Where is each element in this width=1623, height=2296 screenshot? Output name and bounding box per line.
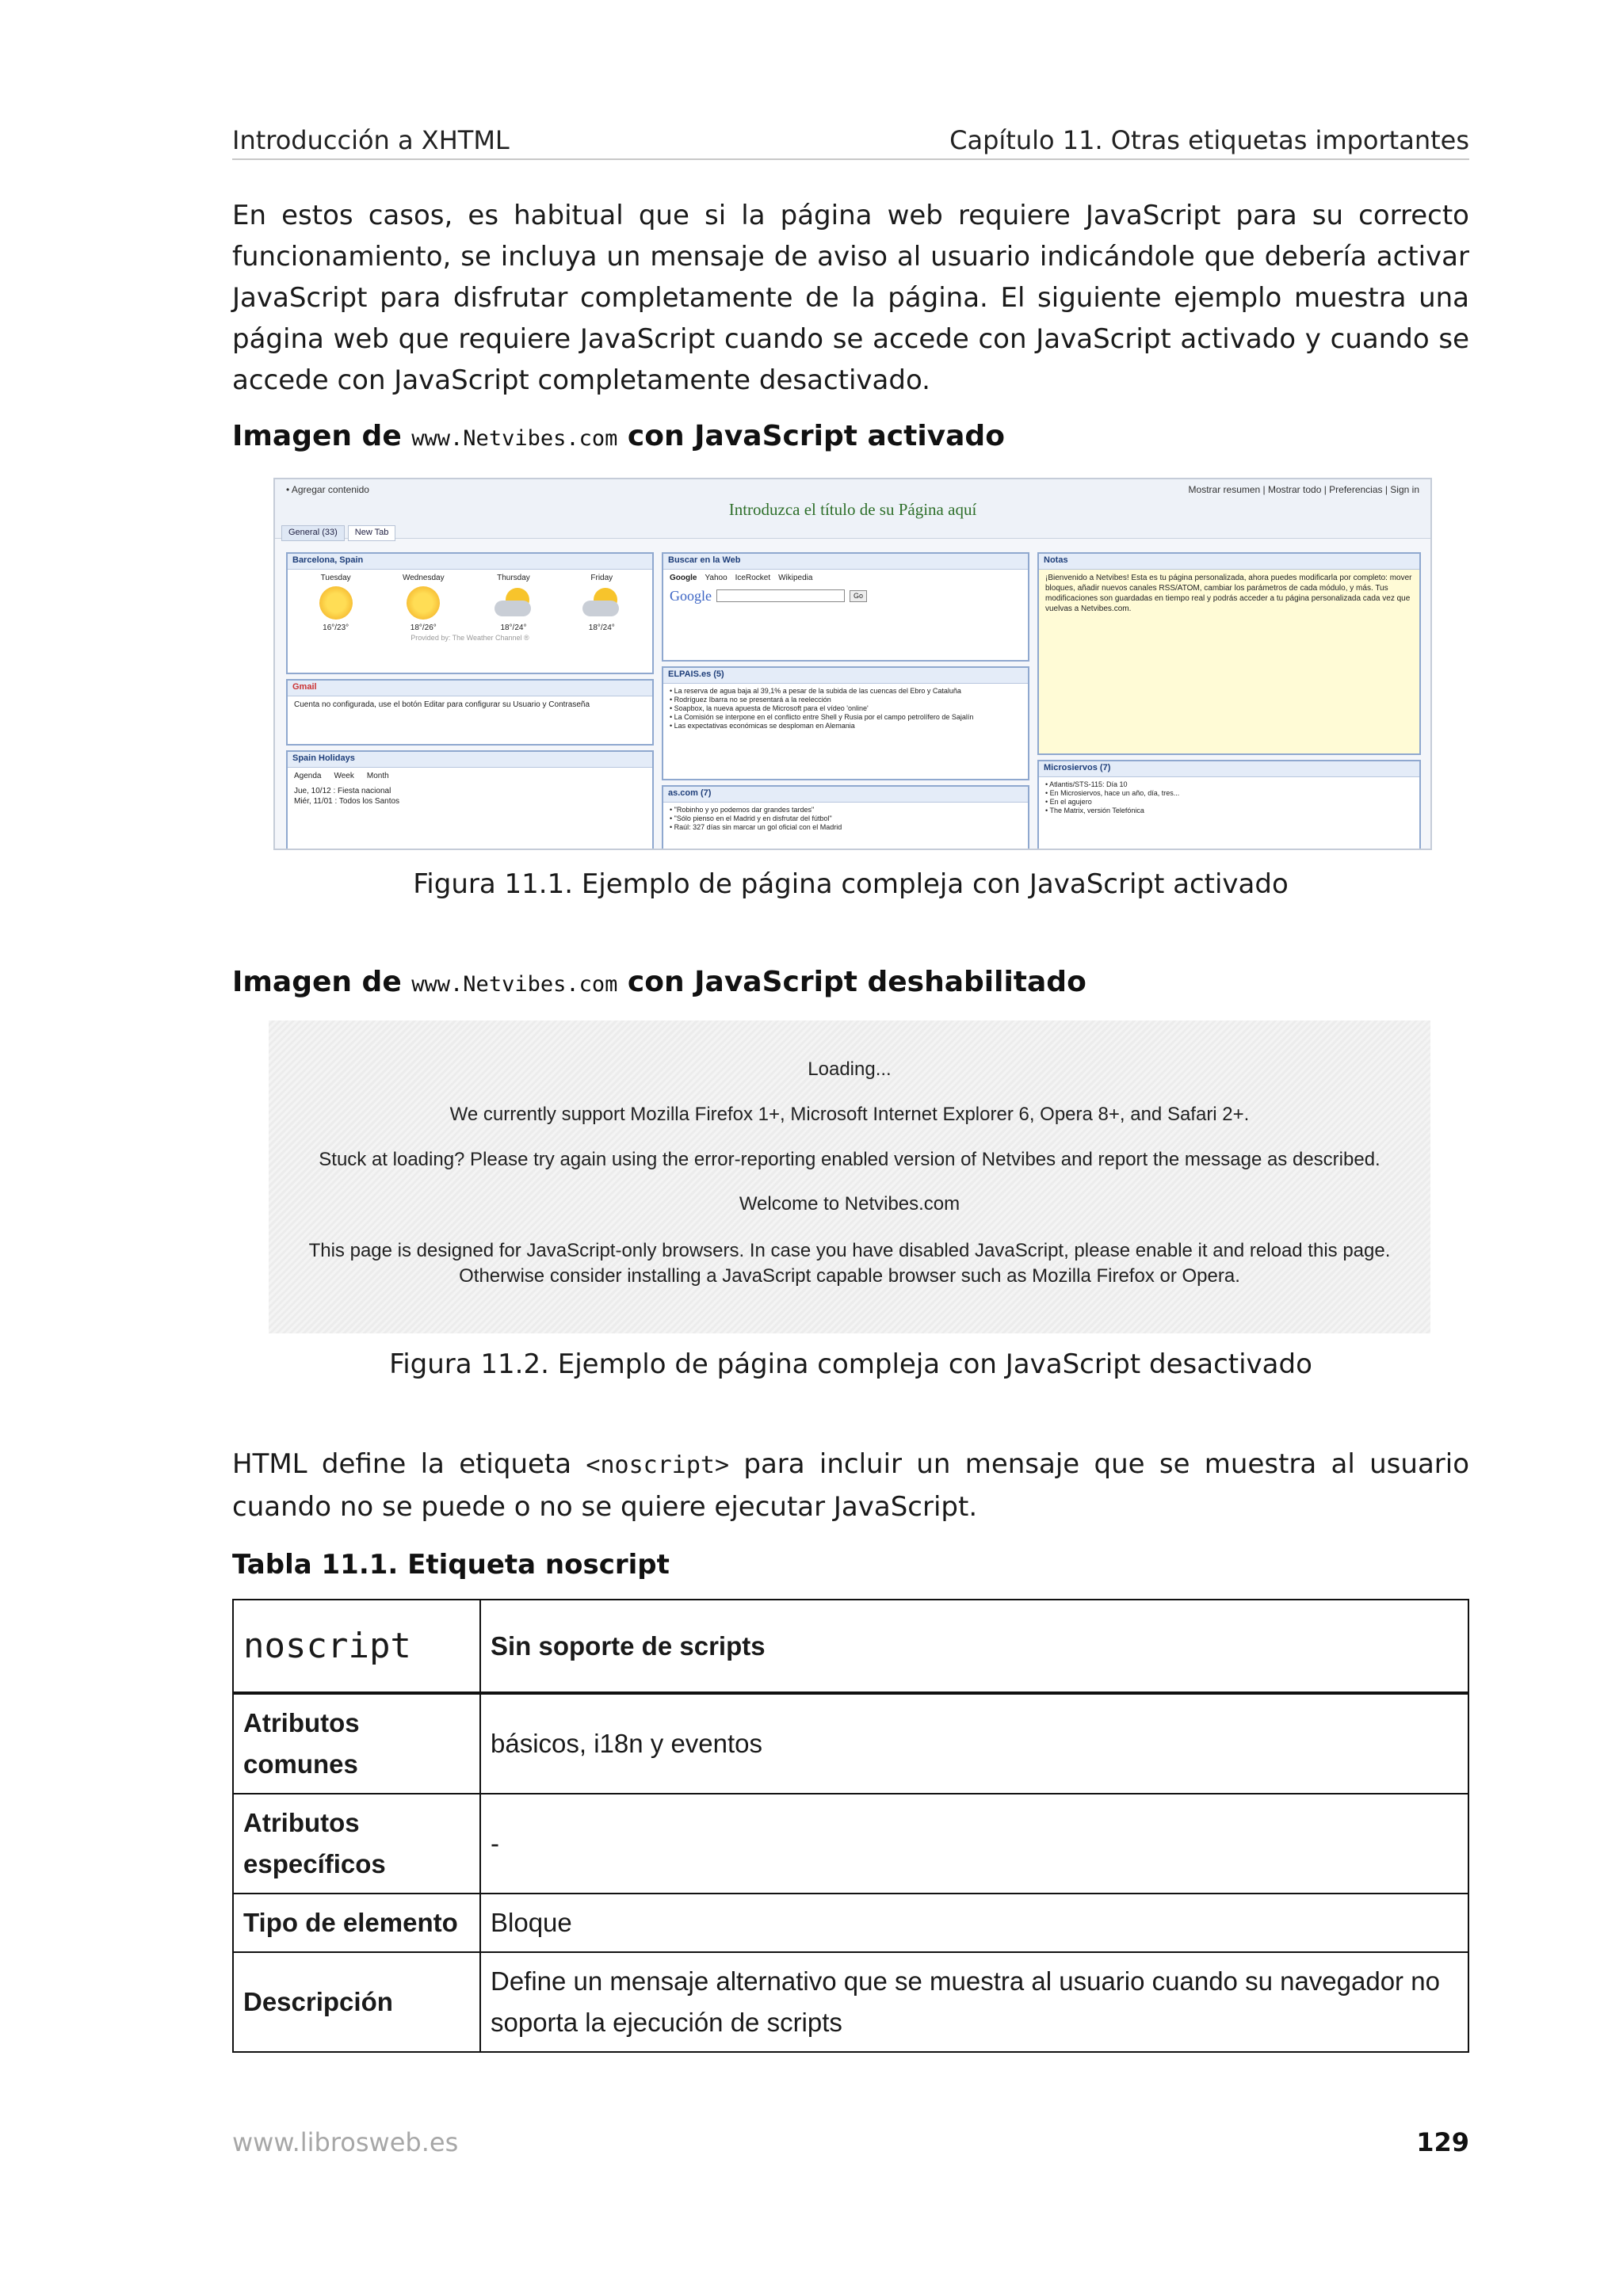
sun-icon: [407, 586, 440, 620]
netvibes-topbar: [275, 479, 1430, 539]
netvibes-tabs: [281, 525, 395, 541]
weather-forecast: [294, 573, 646, 633]
figure1-heading-domain: www.Netvibes.com: [411, 426, 618, 451]
holiday-row: Jue, 10/12 : Fiesta nacional: [294, 787, 391, 795]
intro-paragraph: En estos casos, es habitual que si la página web requiere JavaScript para su correcto funcionamiento, se incluya un mensaje de aviso al usuario indicándole que debería activar JavaScript para disfrutar completamente de la página. El siguiente ejemplo muestra una página web que requiere JavaScript cuando se accede con JavaScript activado y cuando se accede con JavaScript completamente desactivado.: [232, 200, 1469, 396]
news-item[interactable]: • En el agujero: [1045, 798, 1092, 806]
page-footer: [232, 2127, 1469, 2157]
notes-module: [1037, 552, 1421, 755]
support-text: We currently support Mozilla Firefox 1+, Microsoft Internet Explorer 6, Opera 8+, and Safari 2+.: [449, 1104, 1250, 1125]
table-key: Atributos comunes: [233, 1693, 480, 1794]
noscript-tag: <noscript>: [586, 1451, 730, 1479]
weather-day: [319, 573, 353, 633]
add-content-link[interactable]: • Agregar contenido: [286, 484, 369, 495]
news-item[interactable]: • Atlantis/STS-115: Día 10: [1045, 780, 1128, 788]
table-row: [233, 1794, 1468, 1894]
day-temp: 18°/24°: [500, 624, 527, 632]
news-item[interactable]: • Las expectativas económicas se desploman en Alemania: [670, 722, 855, 730]
partly-cloudy-icon: [495, 586, 533, 620]
holidays-title: Spain Holidays: [288, 752, 652, 768]
figure2-heading-suffix: con JavaScript deshabilitado: [627, 966, 1086, 998]
holidays-agenda-link[interactable]: Agenda: [294, 772, 322, 780]
news-item[interactable]: • The Matrix, versión Telefónica: [1045, 807, 1144, 814]
table-key: Atributos específicos: [233, 1794, 480, 1894]
google-logo: Google: [670, 587, 712, 604]
netvibes-js-disabled-screenshot: [269, 1020, 1430, 1333]
figure1-heading-prefix: Imagen de: [232, 420, 402, 452]
html-paragraph: [232, 1444, 1469, 1527]
table-key: noscript: [233, 1600, 480, 1693]
figure2-caption: Figura 11.2. Ejemplo de página compleja con JavaScript desactivado: [389, 1348, 1312, 1380]
search-tab-wikipedia[interactable]: Wikipedia: [778, 574, 813, 582]
welcome-text: Welcome to Netvibes.com: [739, 1193, 960, 1215]
table-value: Define un mensaje alternativo que se muestra al usuario cuando su navegador no soporta la ejecución de scripts: [480, 1952, 1468, 2052]
html-paragraph-before: HTML define la etiqueta: [232, 1448, 572, 1480]
search-tab-icerocket[interactable]: IceRocket: [735, 574, 771, 582]
footer-site[interactable]: www.librosweb.es: [232, 2127, 459, 2157]
gmail-module: [286, 679, 654, 746]
topbar-links[interactable]: Mostrar resumen | Mostrar todo | Preferencias | Sign in: [1188, 484, 1419, 495]
figure1-heading-suffix: con JavaScript activado: [627, 420, 1005, 452]
ascom-module: [662, 785, 1029, 850]
microsiervos-module: [1037, 760, 1421, 850]
otherwise-text: Otherwise consider installing a JavaScript capable browser such as Mozilla Firefox or Opera.: [459, 1265, 1240, 1287]
storm-icon: [582, 586, 621, 620]
day-temp: 18°/26°: [410, 624, 437, 632]
gmail-title: Gmail: [288, 681, 652, 696]
search-go-button[interactable]: Go: [850, 590, 867, 602]
table-title: Tabla 11.1. Etiqueta noscript: [232, 1549, 670, 1581]
table-row: [233, 1894, 1468, 1952]
holidays-week-link[interactable]: Week: [334, 772, 354, 780]
table-value: básicos, i18n y eventos: [480, 1693, 1468, 1794]
news-item[interactable]: • La Comisión se interpone en el conflicto entre Shell y Rusia por el campo petrolífero de Sajalín: [670, 713, 974, 721]
netvibes-js-enabled-screenshot: [273, 478, 1432, 850]
weather-day: [495, 573, 533, 633]
netvibes-page-title: Introduzca el título de su Página aquí: [728, 500, 977, 519]
running-header: [232, 119, 1469, 160]
table-key: Tipo de elemento: [233, 1894, 480, 1952]
weather-day: [403, 573, 445, 633]
chapter-title: Capítulo 11. Otras etiquetas importantes: [949, 125, 1469, 155]
news-item[interactable]: • Rodríguez Ibarra no se presentará a la reelección: [670, 696, 831, 704]
microsiervos-title: Microsiervos (7): [1039, 761, 1419, 777]
table-key: Descripción: [233, 1952, 480, 2052]
figure2-heading-prefix: Imagen de: [232, 966, 402, 998]
elpais-module: [662, 666, 1029, 780]
search-module: [662, 552, 1029, 662]
noscript-table: [232, 1599, 1469, 2053]
holiday-row: Miér, 11/01 : Todos los Santos: [294, 797, 400, 806]
weather-module: [286, 552, 654, 674]
news-item[interactable]: • Raúl: 327 días sin marcar un gol oficial con el Madrid: [670, 823, 842, 831]
notes-title: Notas: [1039, 554, 1419, 570]
day-temp: 18°/24°: [588, 624, 615, 632]
table-row: [233, 1952, 1468, 2052]
day-temp: 16°/23°: [323, 624, 349, 632]
html-paragraph-after: para incluir un mensaje que se muestra al usuario cuando no se puede o no se quiere ejecutar JavaScript.: [232, 1448, 1470, 1523]
weather-day: [582, 573, 621, 633]
search-title: Buscar en la Web: [663, 554, 1028, 570]
notes-text[interactable]: ¡Bienvenido a Netvibes! Esta es tu página personalizada, ahora puedes modificarla por completo: mover bloques, añadir nuevos canales RSS/ATOM, cambiar los parámetros de cada módulo, y más. Tus modificaciones son guardadas en tiempo real y podrás acceder a tu página personalizada cada vez que vuelvas a Netvibes.com.: [1045, 574, 1412, 613]
news-item[interactable]: • "Robinho y yo podemos dar grandes tardes": [670, 806, 815, 814]
weather-title: Barcelona, Spain: [288, 554, 652, 570]
sun-icon: [319, 586, 353, 620]
page-number: 129: [1416, 2127, 1469, 2157]
ascom-title: as.com (7): [663, 787, 1028, 803]
search-tab-yahoo[interactable]: Yahoo: [705, 574, 727, 582]
day-label: Friday: [590, 574, 613, 582]
elpais-title: ELPAIS.es (5): [663, 668, 1028, 684]
table-value: -: [480, 1794, 1468, 1894]
day-label: Tuesday: [320, 574, 351, 582]
news-item[interactable]: • En Microsiervos, hace un año, día, tres...: [1045, 789, 1180, 797]
figure1-caption: Figura 11.1. Ejemplo de página compleja con JavaScript activado: [413, 868, 1289, 900]
news-item[interactable]: • "Sólo pienso en el Madrid y en disfrutar del fútbol": [670, 814, 832, 822]
day-label: Thursday: [497, 574, 530, 582]
table-row: [233, 1693, 1468, 1794]
holidays-month-link[interactable]: Month: [366, 772, 389, 780]
gmail-text: Cuenta no configurada, use el botón Editar para configurar su Usuario y Contraseña: [294, 700, 590, 709]
search-tab-google[interactable]: Google: [670, 574, 697, 582]
search-input[interactable]: [716, 589, 845, 602]
loading-text: Loading...: [808, 1058, 892, 1080]
book-title: Introducción a XHTML: [232, 125, 510, 155]
tab-general[interactable]: General (33): [281, 525, 345, 541]
figure2-heading-domain: www.Netvibes.com: [411, 972, 618, 997]
tab-new[interactable]: New Tab: [348, 525, 396, 541]
stuck-text: Stuck at loading? Please try again using the error-reporting enabled version of Netvibes and report the message as described.: [319, 1149, 1381, 1170]
weather-credit: Provided by: The Weather Channel ®: [411, 634, 529, 642]
holidays-module: [286, 750, 654, 850]
figure1-heading: [232, 420, 1005, 452]
day-label: Wednesday: [402, 574, 445, 582]
table-value: Bloque: [480, 1894, 1468, 1952]
news-item[interactable]: • La reserva de agua baja al 39,1% a pesar de la subida de las cuencas del Ebro y Cataluña: [670, 687, 961, 695]
table-row: [233, 1600, 1468, 1693]
table-value: Sin soporte de scripts: [480, 1600, 1468, 1693]
figure2-heading: [232, 966, 1086, 998]
news-item[interactable]: • Soapbox, la nueva apuesta de Microsoft para el vídeo 'online': [670, 704, 869, 712]
designed-text: This page is designed for JavaScript-only browsers. In case you have disabled JavaScript, please enable it and reload this page.: [308, 1240, 1391, 1261]
